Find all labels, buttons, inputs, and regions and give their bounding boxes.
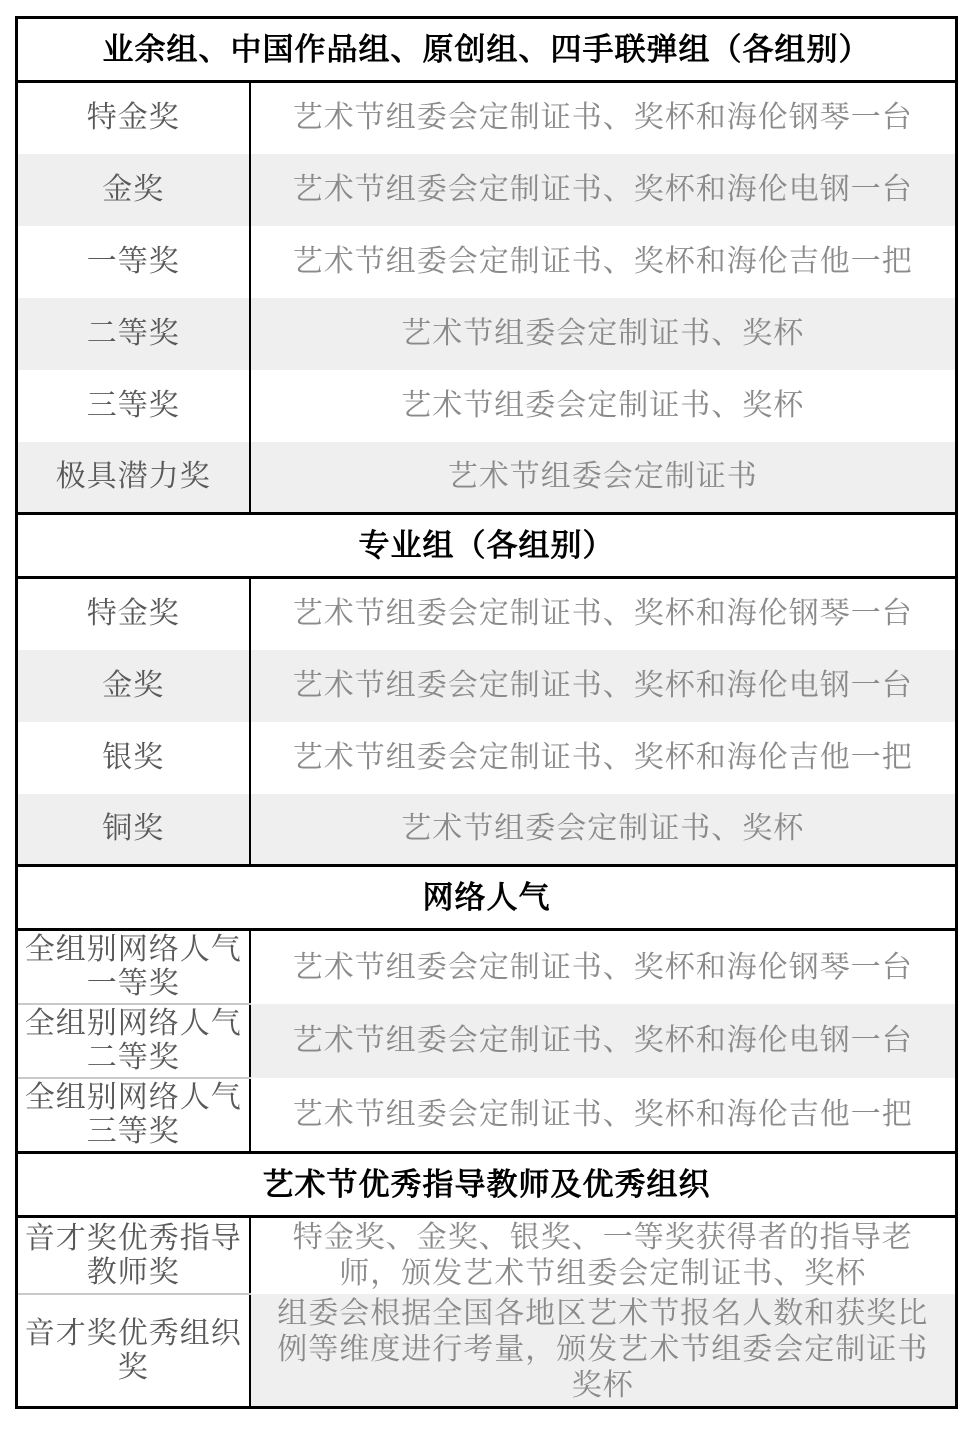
table-row [17,1294,957,1408]
prize-description-cell: 艺术节组委会定制证书、奖杯 [401,388,805,422]
award-name-cell: 银奖 [17,722,250,794]
awards-table [15,16,958,1409]
table-row [17,154,957,226]
award-name-cell: 三等奖 [17,370,250,442]
section-header: 网络人气 [17,866,957,930]
award-name-cell: 特金奖 [17,82,250,154]
award-name-cell: 音才奖优秀指导教师奖 [17,1217,250,1295]
prize-description-cell: 特金奖、金奖、银奖、一等奖获得者的指导老师，颁发艺术节组委会定制证书、奖杯 [292,1221,913,1290]
section-header-row [17,514,957,578]
award-name-cell: 全组别网络人气三等奖 [17,1078,250,1153]
prize-description-cell: 艺术节组委会定制证书、奖杯和海伦钢琴一台 [292,101,913,135]
prize-description-cell: 组委会根据全国各地区艺术节报名人数和获奖比例等维度进行考量，颁发艺术节组委会定制证书奖杯 [250,1294,957,1408]
table-row [17,226,957,298]
award-name-cell: 二等奖 [17,298,250,370]
prize-description-cell: 艺术节组委会定制证书、奖杯和海伦电钢一台 [292,668,913,702]
prize-description-cell: 艺术节组委会定制证书、奖杯 [401,316,805,350]
prize-description-cell: 艺术节组委会定制证书、奖杯和海伦电钢一台 [250,1004,957,1078]
table-row [17,370,957,442]
table-row [17,82,957,154]
award-name-cell: 特金奖 [17,578,250,650]
table-row [17,1217,957,1295]
section-header-row [17,866,957,930]
table-row [17,298,957,370]
prize-description-cell: 艺术节组委会定制证书、奖杯和海伦吉他一把 [292,1097,913,1131]
table-row [17,1004,957,1078]
award-name-cell: 金奖 [17,650,250,722]
prize-description-cell: 艺术节组委会定制证书、奖杯和海伦钢琴一台 [292,950,913,984]
section-header: 专业组（各组别） [17,514,957,578]
prize-description-cell: 艺术节组委会定制证书 [447,459,758,493]
table-row [17,794,957,866]
table-row [17,930,957,1005]
award-name-cell: 铜奖 [17,794,250,866]
table-row [17,578,957,650]
prize-description-cell: 艺术节组委会定制证书、奖杯 [401,811,805,845]
prize-description-cell: 艺术节组委会定制证书、奖杯和海伦吉他一把 [292,244,913,278]
section-header: 业余组、中国作品组、原创组、四手联弹组（各组别） [17,18,957,82]
award-name-cell: 音才奖优秀组织奖 [17,1294,250,1408]
prize-description-cell: 艺术节组委会定制证书、奖杯和海伦吉他一把 [292,740,913,774]
table-row [17,442,957,514]
prize-description-cell: 艺术节组委会定制证书、奖杯和海伦电钢一台 [292,172,913,206]
table-row [17,650,957,722]
award-name-cell: 一等奖 [17,226,250,298]
section-header-row [17,1153,957,1217]
award-name-cell: 全组别网络人气一等奖 [17,930,250,1005]
prize-description-cell: 艺术节组委会定制证书、奖杯和海伦钢琴一台 [292,597,913,631]
table-row [17,1078,957,1153]
award-name-cell: 全组别网络人气二等奖 [17,1004,250,1078]
section-header: 艺术节优秀指导教师及优秀组织 [17,1153,957,1217]
section-header-row [17,18,957,82]
table-row [17,722,957,794]
award-name-cell: 极具潜力奖 [17,442,250,514]
award-name-cell: 金奖 [17,154,250,226]
